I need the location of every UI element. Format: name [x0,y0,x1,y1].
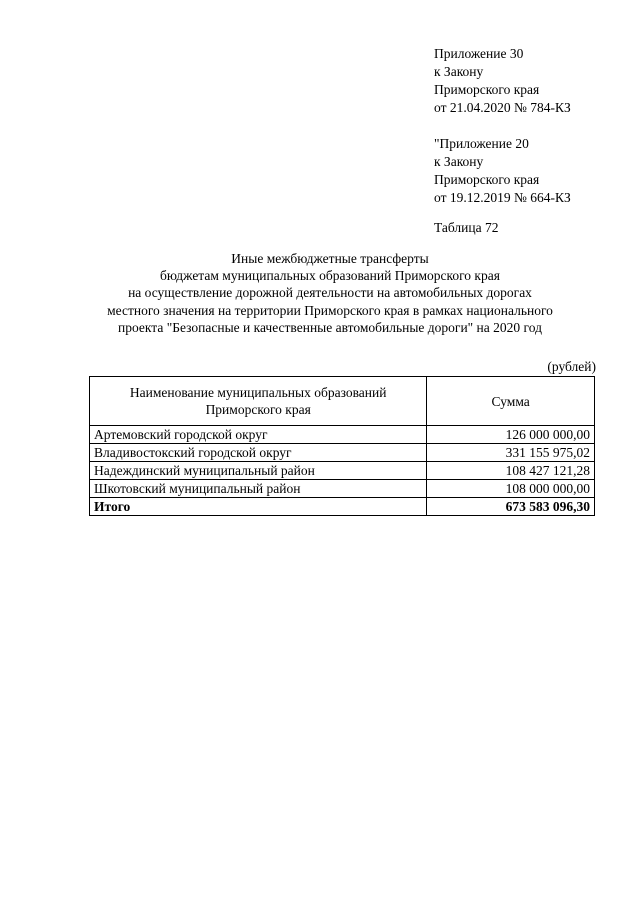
appendix-line: от 19.12.2019 № 664-КЗ [434,190,571,205]
previous-appendix-header [434,135,634,207]
transfers-table [89,376,595,516]
municipality-name: Артемовский городской округ [90,426,427,444]
units-label: (рублей) [547,359,596,374]
title-line: Иные межбюджетные трансферты [231,251,429,266]
appendix-line: к Закону [434,154,484,169]
header-name [90,377,427,426]
amount: 108 000 000,00 [427,480,595,498]
appendix-line: Приморского края [434,82,540,97]
table-number: Таблица 72 [434,220,499,235]
total-row [90,498,595,516]
amount: 126 000 000,00 [427,426,595,444]
municipality-name: Шкотовский муниципальный район [90,480,427,498]
header-sum: Сумма [427,377,595,426]
title-line: проекта "Безопасные и качественные автомобильные дороги" на 2020 год [118,319,542,335]
appendix-line: Приложение 30 [434,46,524,61]
appendix-line: "Приложение 20 [434,136,529,151]
municipality-name: Владивостокский городской округ [90,444,427,462]
title-line: бюджетам муниципальных образований Приморского края [160,268,500,284]
table-header-row [90,377,595,426]
title-line: местного значения на территории Приморского края в рамках национального [107,302,553,318]
appendix-line: от 21.04.2020 № 784-КЗ [434,100,571,115]
header-name-line: Приморского края [205,402,311,417]
amount: 108 427 121,28 [427,462,595,480]
table-row [90,426,595,444]
table-row [90,444,595,462]
title-line: на осуществление дорожной деятельности на автомобильных дорогах [128,285,532,301]
appendix-header [434,45,634,117]
appendix-line: к Закону [434,64,484,79]
total-label: Итого [90,498,427,516]
table-row [90,462,595,480]
total-amount: 673 583 096,30 [427,498,595,516]
table-row [90,480,595,498]
document-title [60,250,600,336]
header-name-line: Наименование муниципальных образований [129,385,387,400]
amount: 331 155 975,02 [427,444,595,462]
appendix-line: Приморского края [434,172,540,187]
municipality-name: Надеждинский муниципальный район [90,462,427,480]
